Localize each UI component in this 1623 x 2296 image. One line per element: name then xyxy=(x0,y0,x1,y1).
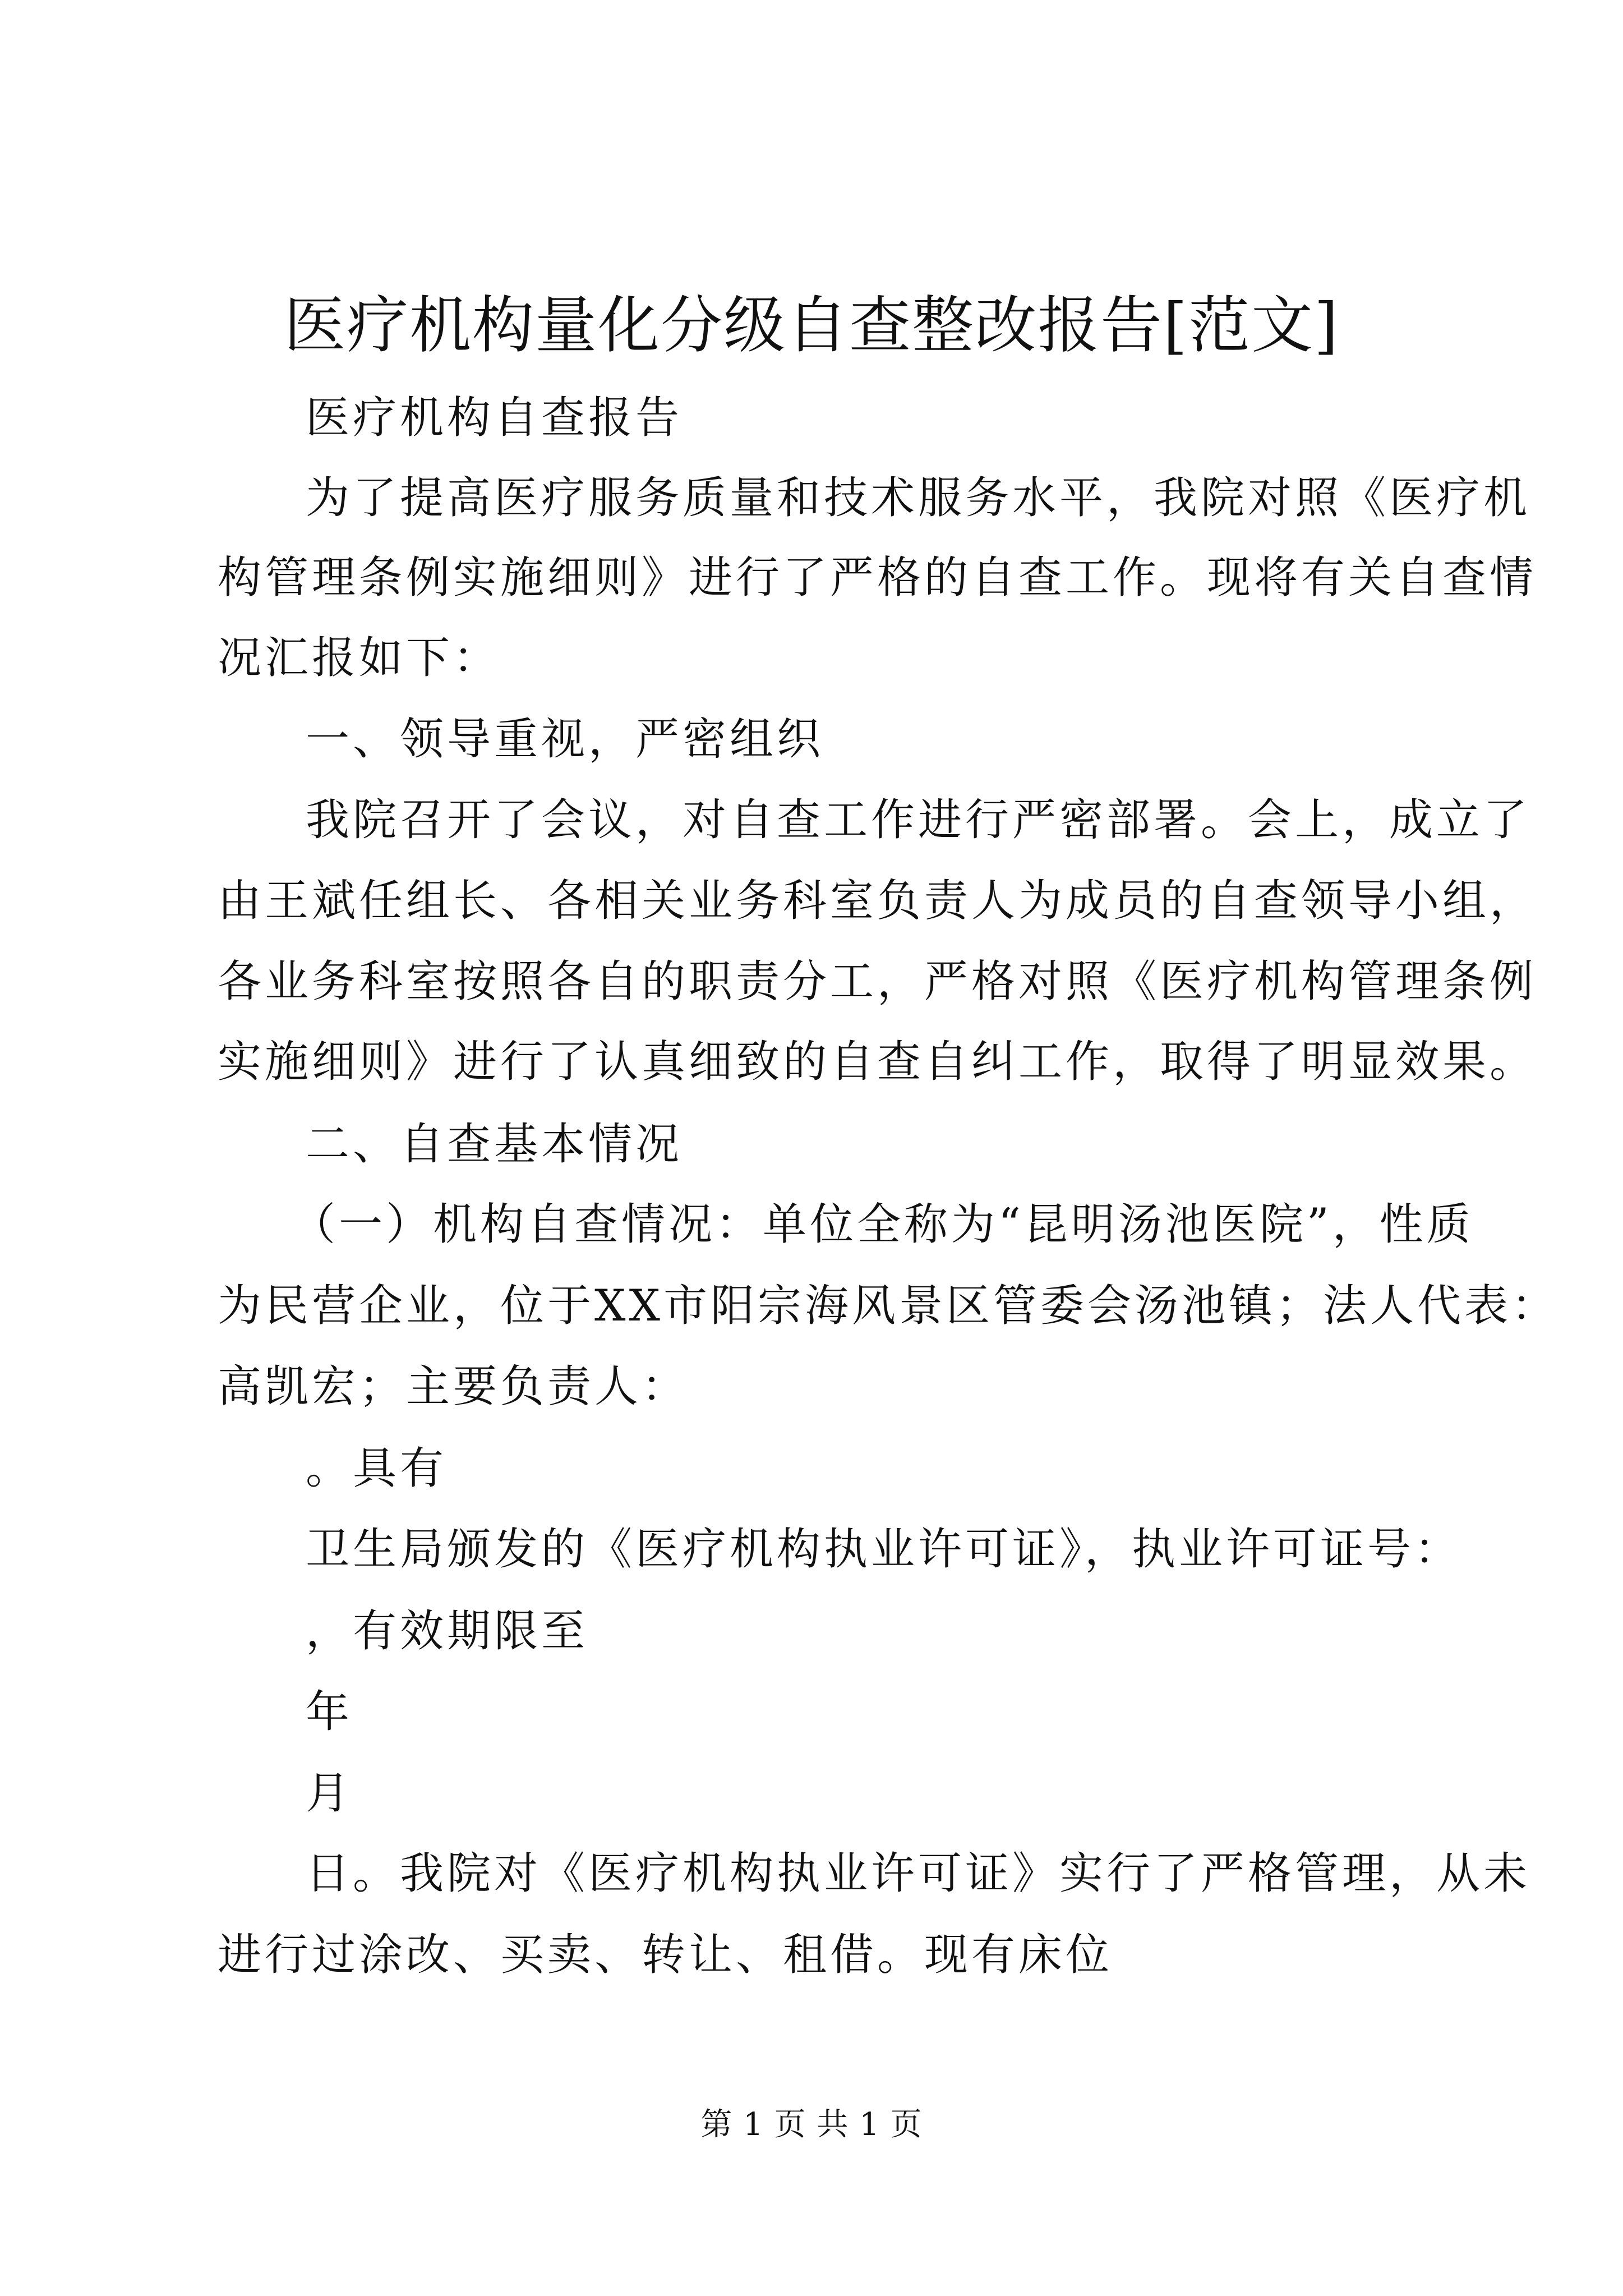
paragraph-line: （一）机构自查情况：单位全称为“昆明汤池医院”，性质 xyxy=(292,1199,1474,1250)
section-heading: 二、自查基本情况 xyxy=(306,1119,683,1170)
page-footer: 第 1 页 共 1 页 xyxy=(700,2106,923,2143)
paragraph-line: 高凯宏；主要负责人： xyxy=(218,1361,689,1412)
paragraph-line: 我院召开了会议，对自查工作进行严密部署。会上，成立了 xyxy=(306,795,1531,845)
paragraph-line: 为民营企业，位于XX市阳宗海风景区管委会汤池镇；法人代表： xyxy=(218,1281,1559,1331)
paragraph-line: ，有效期限至 xyxy=(306,1606,589,1657)
subtitle-line: 医疗机构自查报告 xyxy=(306,393,683,443)
paragraph-line: 况汇报如下： xyxy=(218,633,501,683)
paragraph-line: 年 xyxy=(306,1687,353,1737)
paragraph-line: 卫生局颁发的《医疗机构执业许可证》，执业许可证号： xyxy=(306,1524,1462,1575)
paragraph-line: 日。我院对《医疗机构执业许可证》实行了严格管理，从未 xyxy=(306,1848,1531,1899)
document-title: 医疗机构量化分级自查整改报告[范文] xyxy=(284,289,1339,361)
paragraph-line: 。具有 xyxy=(306,1443,448,1494)
paragraph-line: 由王斌任组长、各相关业务科室负责人为成员的自查领导小组， xyxy=(218,876,1537,926)
paragraph-line: 构管理条例实施细则》进行了严格的自查工作。现将有关自查情 xyxy=(218,553,1537,603)
paragraph-line: 进行过涂改、买卖、转让、租借。现有床位 xyxy=(218,1930,1113,1980)
section-heading: 一、领导重视，严密组织 xyxy=(306,714,824,765)
paragraph-line: 各业务科室按照各自的职责分工，严格对照《医疗机构管理条例 xyxy=(218,956,1537,1007)
paragraph-line: 为了提高医疗服务质量和技术服务水平，我院对照《医疗机 xyxy=(306,473,1531,523)
paragraph-line: 月 xyxy=(306,1768,353,1819)
paragraph-line: 实施细则》进行了认真细致的自查自纠工作，取得了明显效果。 xyxy=(218,1037,1537,1087)
